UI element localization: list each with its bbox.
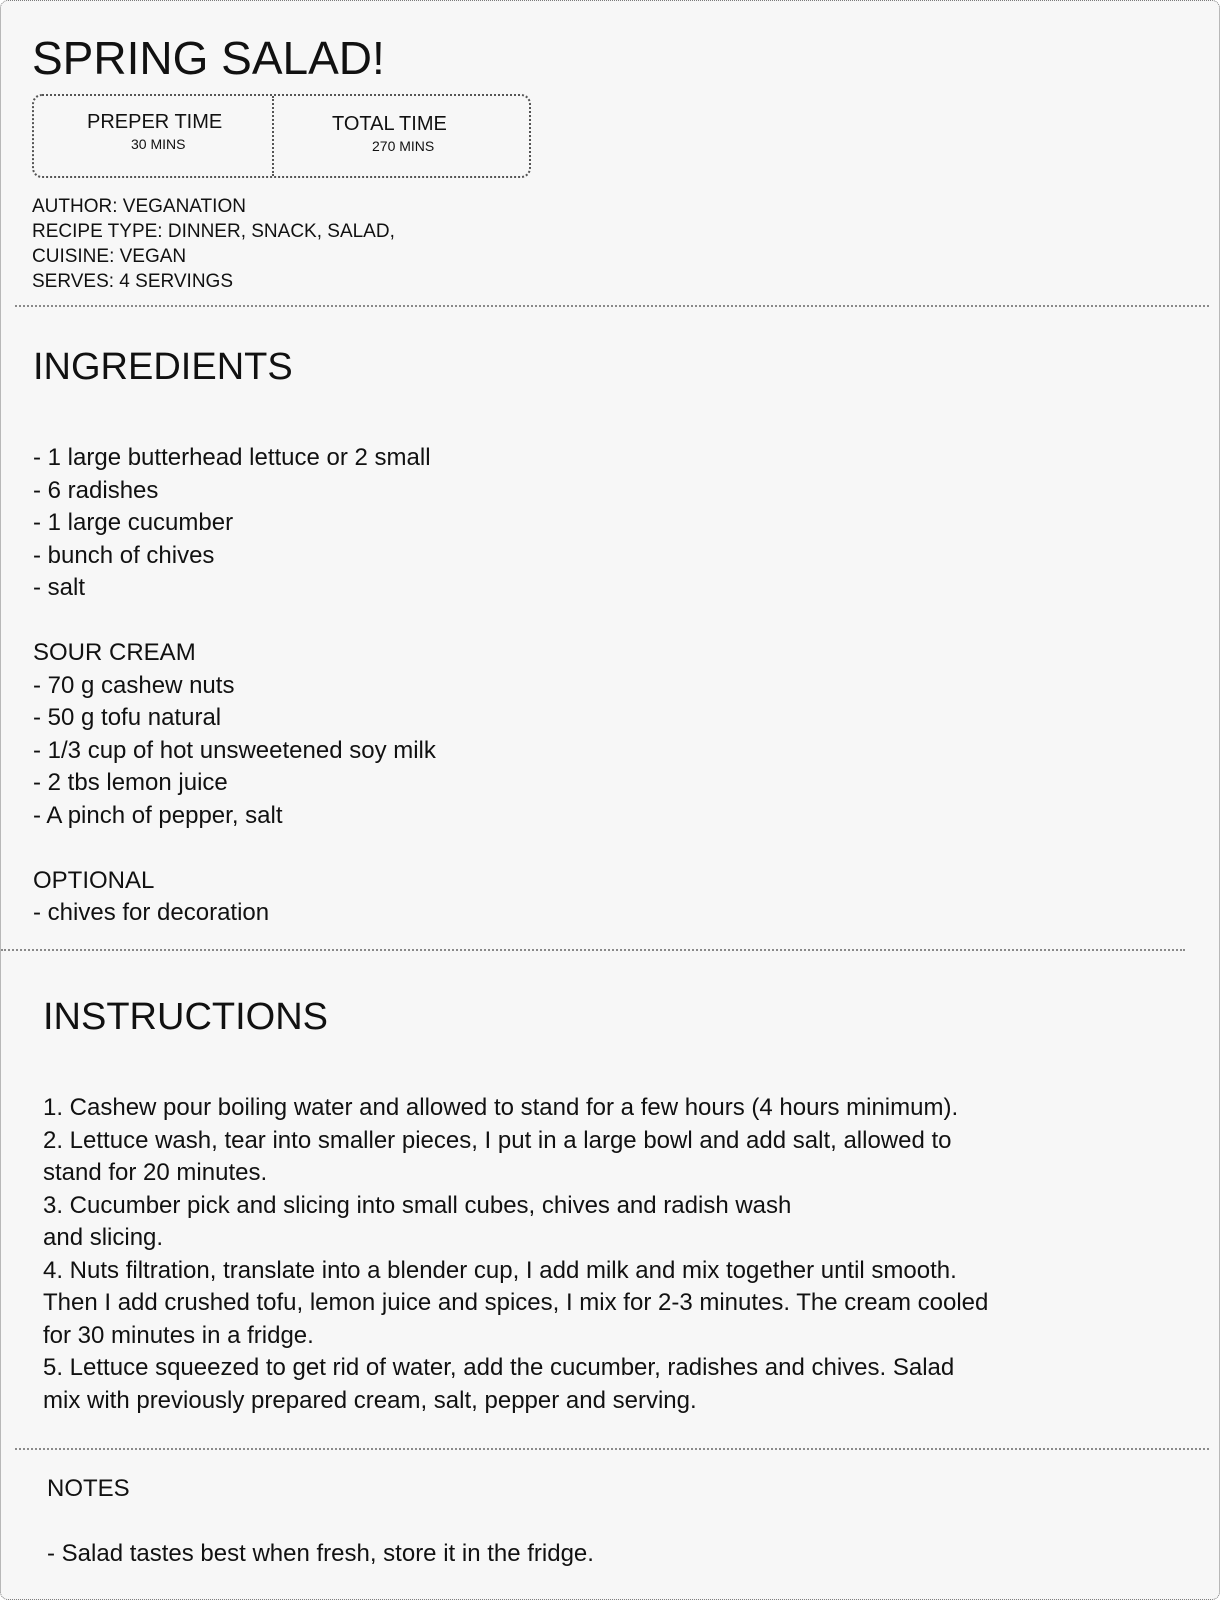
sour-cream-item: - A pinch of pepper, salt — [33, 801, 283, 829]
instructions-list — [43, 1092, 1123, 1417]
divider-bottom — [15, 1448, 1209, 1450]
meta-recipe-type: RECIPE TYPE: DINNER, SNACK, SALAD, — [32, 221, 395, 242]
sour-cream-item: - 2 tbs lemon juice — [33, 769, 228, 796]
instruction-step: 5. Lettuce squeezed to get rid of water, add the cucumber, radishes and chives. Salad mix with previously prepared cream, salt, pepper and serving. — [43, 1354, 955, 1414]
instructions-heading: INSTRUCTIONS — [43, 996, 328, 1038]
meta-cuisine: CUISINE: VEGAN — [32, 246, 187, 267]
spacer — [33, 605, 436, 638]
optional-heading: OPTIONAL — [33, 866, 155, 894]
instruction-step: 1. Cashew pour boiling water and allowed to stand for a few hours (4 hours minimum). — [43, 1094, 959, 1121]
prep-time-value: 30 MINS — [131, 136, 186, 152]
optional-item: - chives for decoration — [33, 899, 270, 926]
ingredients-heading: INGREDIENTS — [33, 346, 293, 388]
notes-heading: NOTES — [47, 1475, 130, 1502]
prep-time-label: PREPER TIME — [87, 111, 223, 133]
ingredients-list — [33, 442, 436, 930]
divider-top — [15, 305, 1209, 307]
total-time-label: TOTAL TIME — [332, 113, 447, 135]
note-item: - Salad tastes best when fresh, store it in the fridge. — [47, 1540, 594, 1567]
sour-cream-item: - 70 g cashew nuts — [33, 671, 235, 699]
ingredient-item: - bunch of chives — [33, 541, 215, 569]
ingredient-item: - 6 radishes — [33, 476, 159, 504]
instruction-step: 3. Cucumber pick and slicing into small cubes, chives and radish wash and slicing. — [43, 1191, 792, 1251]
time-divider — [272, 96, 274, 176]
time-box — [32, 94, 531, 178]
total-time-value: 270 MINS — [372, 138, 435, 154]
spacer — [33, 832, 436, 865]
ingredient-item: - salt — [33, 574, 86, 601]
recipe-title: SPRING SALAD! — [32, 32, 385, 84]
meta-serves: SERVES: 4 SERVINGS — [32, 271, 233, 292]
ingredient-item: - 1 large butterhead lettuce or 2 small — [33, 444, 431, 471]
sour-cream-heading: SOUR CREAM — [33, 639, 196, 666]
instruction-step: 2. Lettuce wash, tear into smaller pieces, I put in a large bowl and add salt, allowed to stand for 20 minutes. — [43, 1126, 952, 1186]
sour-cream-item: - 1/3 cup of hot unsweetened soy milk — [33, 736, 436, 764]
meta-author: AUTHOR: VEGANATION — [32, 196, 246, 217]
instruction-step: 4. Nuts filtration, translate into a blender cup, I add milk and mix together until smooth. Then I add crushed tofu, lemon juice and spices, I mix for 2-3 minutes. The cream cooled for 30 minutes in a fridge. — [43, 1256, 989, 1349]
recipe-meta — [32, 194, 395, 294]
divider-middle — [1, 949, 1185, 951]
ingredient-item: - 1 large cucumber — [33, 509, 234, 536]
sour-cream-item: - 50 g tofu natural — [33, 704, 222, 731]
